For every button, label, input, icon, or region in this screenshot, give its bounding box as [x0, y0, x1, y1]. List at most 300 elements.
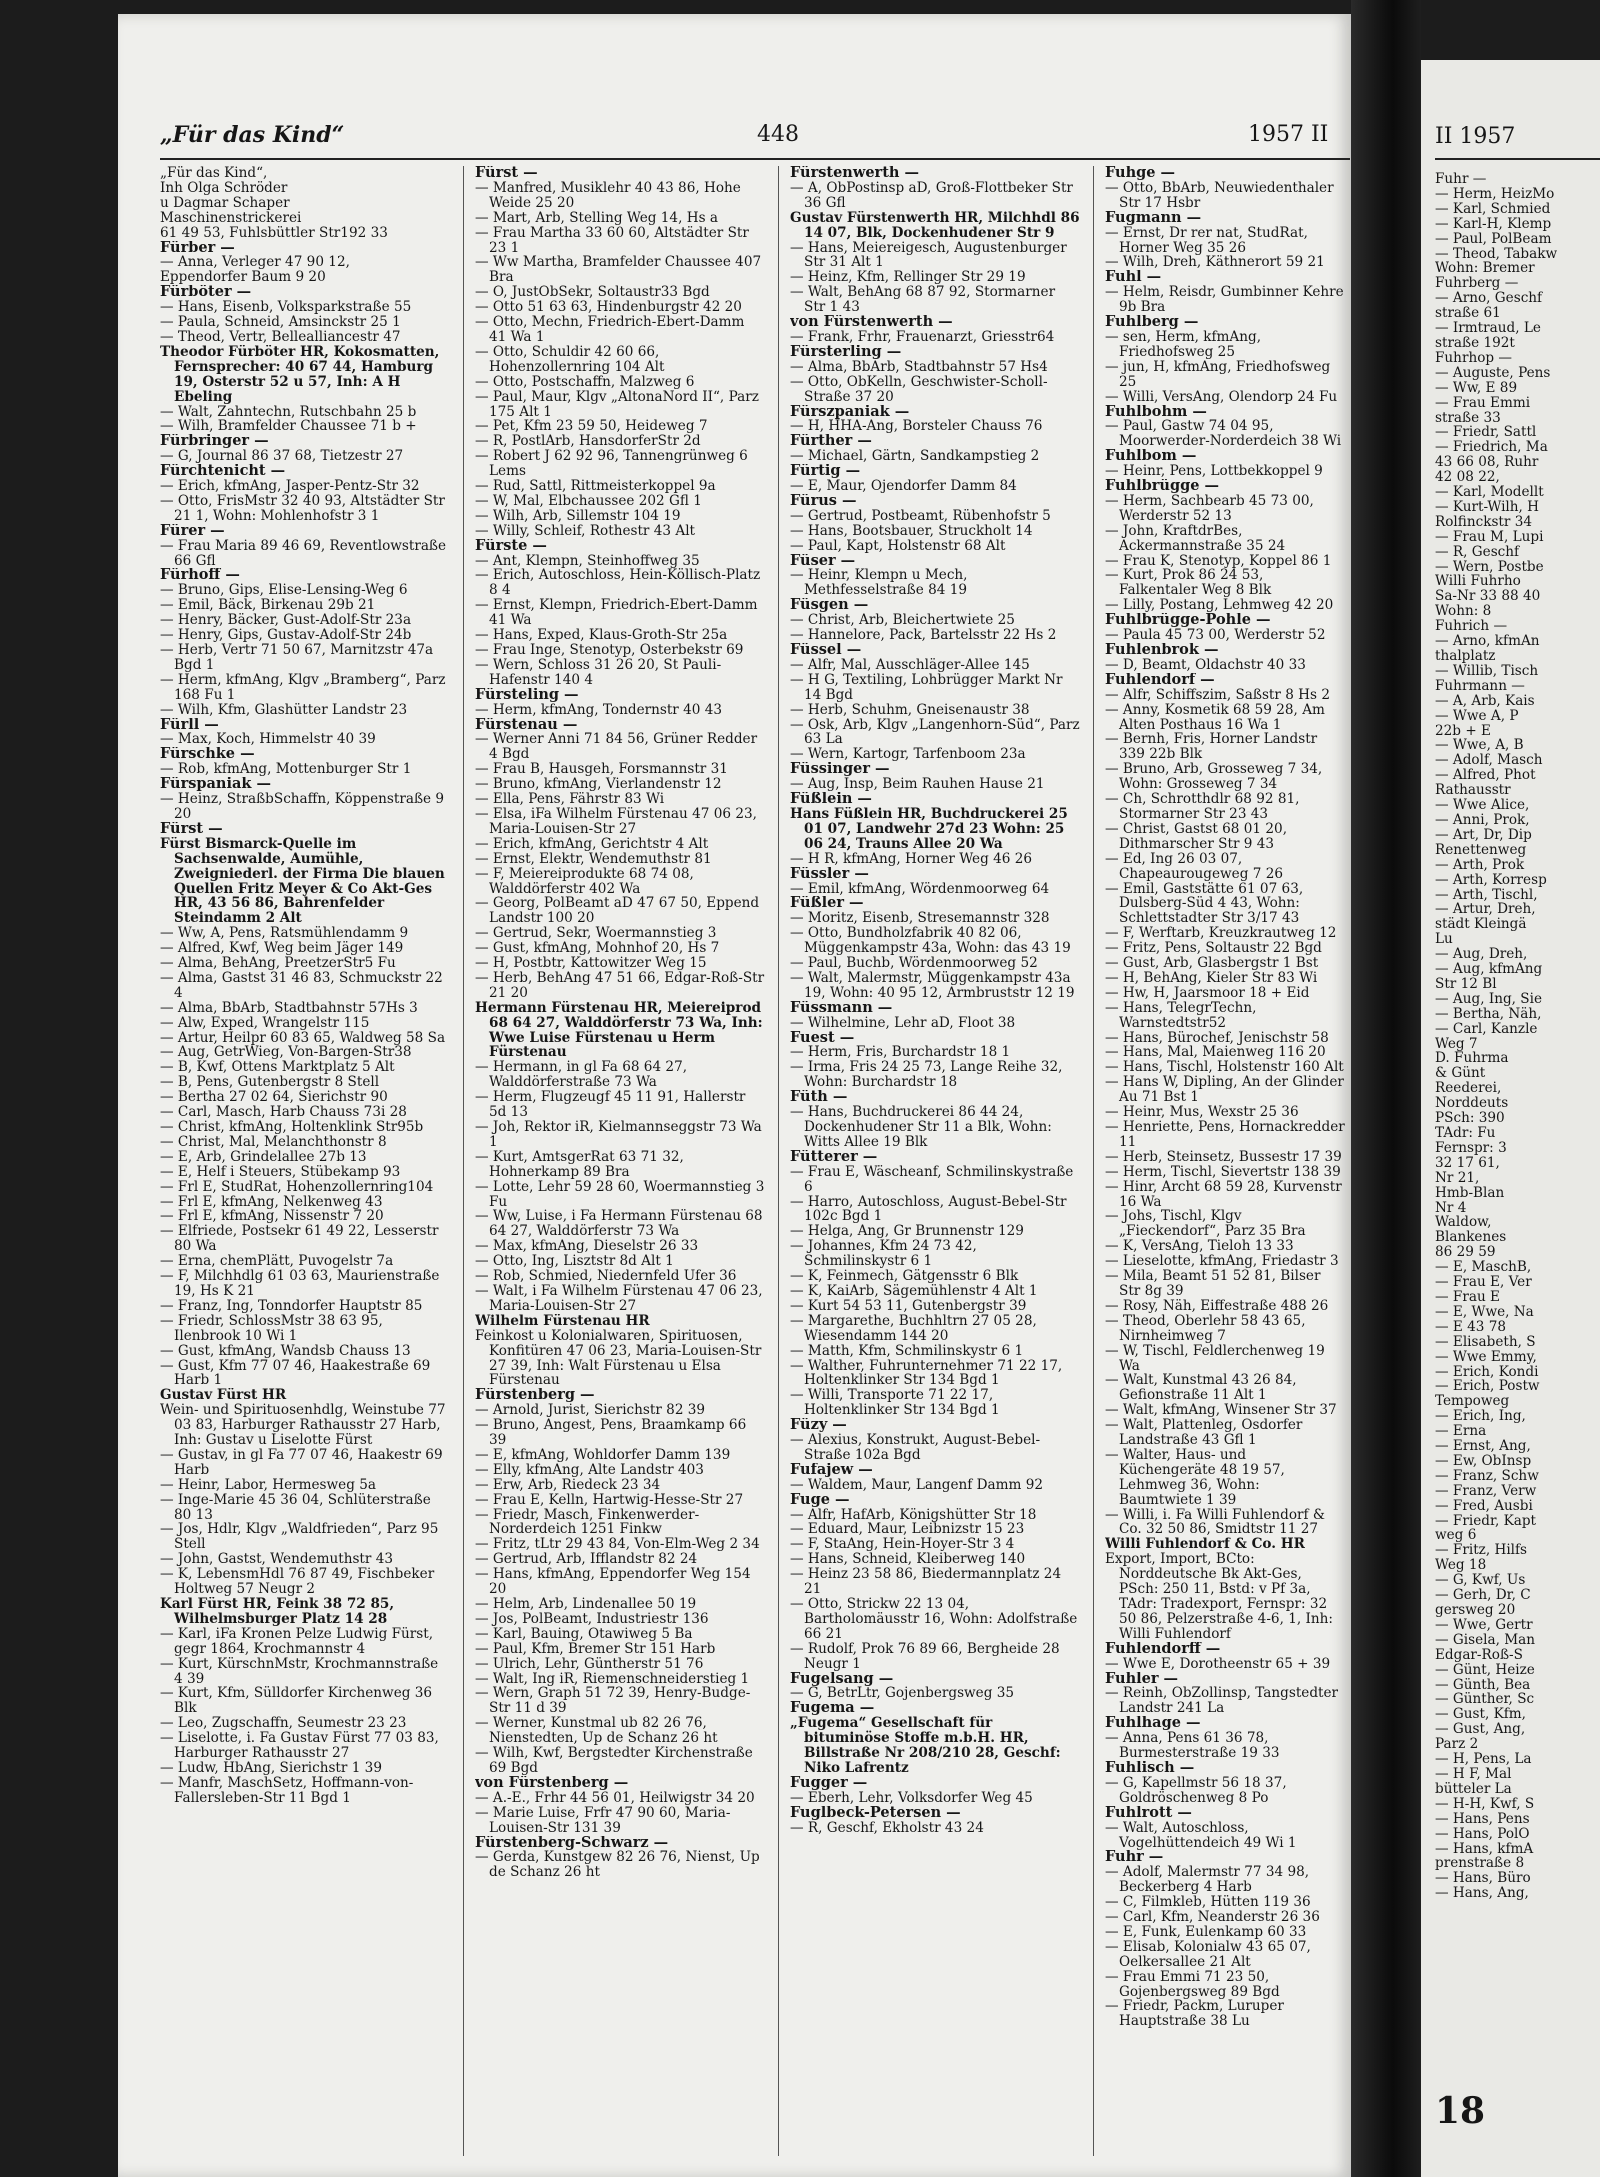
- directory-entry: — Arth, Korresp: [1435, 872, 1547, 888]
- directory-entry: Fürsteling —: [475, 687, 579, 703]
- directory-entry: — Emil, kfmAng, Wördenmoorweg 64: [790, 881, 1050, 897]
- directory-entry: Fuhr —: [1435, 172, 1487, 187]
- directory-entry: — Kurt-Wilh, H: [1435, 499, 1540, 515]
- directory-entry: — sen, Herm, kfmAng, Friedhofsweg 25: [1105, 329, 1262, 360]
- directory-entry: Fürther —: [790, 434, 872, 450]
- directory-entry: — H G, Textiling, Lohbrügger Markt Nr 14 Bgd: [790, 672, 1063, 703]
- directory-entry: — W, Mal, Elbchaussee 202 Gfl 1: [475, 493, 702, 509]
- directory-entry: — Ella, Pens, Fährstr 83 Wi: [475, 792, 665, 807]
- directory-entry: straße 33: [1435, 410, 1501, 426]
- directory-entry: — Alfr, HafArb, Königshütter Str 18: [790, 1507, 1037, 1523]
- directory-entry: — G, BetrLtr, Gojenbergsweg 35: [790, 1686, 1015, 1702]
- directory-entry: — Carl, Masch, Harb Chauss 73i 28: [160, 1105, 407, 1120]
- directory-entry: Fürst —: [475, 166, 538, 181]
- directory-entry: — K, KaiArb, Sägemühlenstr 4 Alt 1: [790, 1283, 1038, 1299]
- directory-entry: Blankenes: [1435, 1230, 1507, 1246]
- directory-entry: Gustav Fürstenwerth HR, Milchhdl 86 14 07, Blk, Dockenhudener Str 9: [790, 210, 1080, 241]
- directory-entry: Lu: [1435, 932, 1453, 948]
- directory-entry: — Erich, Autoschloss, Hein-Köllisch-Platz 8 4: [475, 568, 761, 599]
- directory-entry: Fürböter —: [160, 285, 252, 301]
- directory-entry: — Moritz, Eisenb, Stresemannstr 328: [790, 911, 1050, 927]
- directory-entry: — Anny, Kosmetik 68 59 28, Am Alten Posthaus 16 Wa 1: [1105, 702, 1325, 733]
- directory-entry: — Karl, iFa Kronen Pelze Ludwig Fürst, gegr 1864, Krochmannstr 4: [160, 1626, 434, 1657]
- directory-entry: — Karl, Modellt: [1435, 485, 1544, 500]
- directory-entry: — Heinr, Mus, Wexstr 25 36: [1105, 1105, 1299, 1120]
- directory-entry: — Otto, ObKelln, Geschwister-Scholl-Straße 37 20: [790, 374, 1048, 405]
- page-number: 448: [757, 122, 799, 147]
- directory-entry: — Ww, E 89: [1435, 380, 1518, 396]
- directory-entry: — Hans, Buchdruckerei 86 44 24, Dockenhudener Str 11 a Blk, Wohn: Witts Allee 19 Blk: [790, 1105, 1052, 1150]
- directory-entry: — Günt, Heize: [1435, 1662, 1535, 1678]
- directory-entry: Weg 7: [1435, 1036, 1478, 1052]
- directory-entry: prenstraße 8: [1435, 1856, 1525, 1872]
- directory-entry: — Herm, Fris, Burchardstr 18 1: [790, 1045, 1011, 1061]
- directory-entry: — Bruno, kfmAng, Vierlandenstr 12: [475, 777, 722, 793]
- directory-entry: Fuhlenbrok —: [1105, 643, 1219, 658]
- directory-entry: Fugelsang —: [790, 1671, 894, 1687]
- directory-entry: — Frau Martha 33 60 60, Altstädter Str 23 1: [475, 225, 749, 256]
- directory-entry: — Manfr, MaschSetz, Hoffmann-von-Fallersleben-Str 11 Bgd 1: [160, 1775, 414, 1806]
- directory-entry: Fürszpaniak —: [790, 404, 910, 420]
- directory-entry: — Ernst, Klempn, Friedrich-Ebert-Damm 41 Wa: [475, 598, 758, 629]
- directory-entry: — Erich, Postw: [1435, 1379, 1540, 1395]
- directory-entry: — Frau Maria 89 46 69, Reventlowstraße 66 Gfl: [160, 538, 447, 569]
- directory-entry: — Rudolf, Prok 76 89 66, Bergheide 28 Neugr 1: [790, 1641, 1060, 1672]
- directory-entry: Fuest —: [790, 1030, 855, 1046]
- directory-entry: — Wern, Postbe: [1435, 559, 1544, 575]
- directory-entry: — Bruno, Arb, Grosseweg 7 34, Wohn: Grosseweg 7 34: [1105, 762, 1323, 793]
- directory-entry: — Otto, Mechn, Friedrich-Ebert-Damm 41 Wa 1: [475, 315, 745, 345]
- directory-entry: — Frau E, Ver: [1435, 1275, 1532, 1290]
- directory-entry: Reederei,: [1435, 1081, 1502, 1097]
- directory-entry: Füssmann —: [790, 1000, 893, 1016]
- directory-entry: Fuhl —: [1105, 270, 1162, 286]
- directory-entry: Fürsterling —: [790, 344, 902, 360]
- directory-entry: Fürstenau —: [475, 717, 578, 733]
- directory-entry: — Ed, Ing 26 03 07, Chapeaurougeweg 7 26: [1105, 851, 1284, 882]
- directory-entry: — Hans, Bürochef, Jenischstr 58: [1105, 1030, 1329, 1046]
- directory-entry: — Erich, Kondi: [1435, 1364, 1539, 1380]
- directory-entry: straße 61: [1435, 306, 1501, 322]
- directory-entry: — Robert J 62 92 96, Tannengrünweg 6 Lems: [475, 449, 748, 480]
- directory-entry: Füssler —: [790, 866, 869, 882]
- directory-entry: — Bertha, Näh,: [1435, 1006, 1542, 1022]
- directory-entry: — Walt, Ing iR, Riemenschneiderstieg 1: [475, 1671, 750, 1687]
- directory-entry: TAdr: Fu: [1435, 1126, 1496, 1141]
- directory-entry: — Otto, FrisMstr 32 40 93, Altstädter Str 21 1, Wohn: Mohlenhofstr 3 1: [160, 493, 445, 524]
- directory-entry: Edgar-Roß-S: [1435, 1647, 1523, 1663]
- directory-entry: — Jos, Hdlr, Klgv „Waldfrieden“, Parz 95 Stell: [160, 1522, 439, 1553]
- directory-entry: Renettenweg: [1435, 842, 1527, 858]
- directory-entry: — Ch, Schrotthdlr 68 92 81, Stormarner Str 23 43: [1105, 792, 1300, 822]
- directory-entry: — Willib, Tisch: [1435, 663, 1539, 679]
- directory-entry: — Hinr, Archt 68 59 28, Kurvenstr 16 Wa: [1105, 1179, 1342, 1210]
- directory-entry: Rolfinckstr 34: [1435, 514, 1532, 530]
- directory-entry: — Kurt, AmtsgerRat 63 71 32, Hohnerkamp 89 Bra: [475, 1149, 684, 1180]
- directory-entry: Hermann Fürstenau HR, Meiereiprod 68 64 27, Walddörferstr 73 Wa, Inh: Wwe Luise Fürstenau u Herm Fürstenau: [475, 1000, 763, 1061]
- directory-entry: Fuhrhop —: [1435, 350, 1512, 366]
- directory-entry: Fuhlendorf —: [1105, 672, 1215, 688]
- column-divider: [1093, 166, 1094, 2156]
- directory-entry: — F, Werftarb, Kreuzkrautweg 12: [1105, 926, 1337, 942]
- directory-entry: — E, Arb, Grindelallee 27b 13: [160, 1149, 367, 1165]
- directory-entry: — Ww, A, Pens, Ratsmühlendamm 9: [160, 926, 409, 942]
- directory-entry: — Hans, Meiereigesch, Augustenburger Str 31 Alt 1: [790, 240, 1067, 271]
- directory-entry: Gustav Fürst HR: [160, 1388, 287, 1404]
- directory-entry: Maschinenstrickerei: [160, 210, 302, 226]
- directory-entry: — Ernst, Dr rer nat, StudRat, Horner Weg 35 26: [1105, 225, 1308, 256]
- directory-entry: — E, kfmAng, Wohldorfer Damm 139: [475, 1447, 731, 1463]
- directory-entry: — Aug, GetrWieg, Von-Bargen-Str38: [160, 1045, 412, 1061]
- directory-entry: — E, Maur, Ojendorfer Damm 84: [790, 479, 1017, 494]
- directory-entry: — Rob, Schmied, Niedernfeld Ufer 36: [475, 1269, 737, 1284]
- next-page-header: II 1957: [1435, 124, 1516, 149]
- directory-entry: — Walt, Plattenleg, Osdorfer Landstraße 43 Gfl 1: [1105, 1418, 1303, 1448]
- directory-entry: — Franz, Verw: [1435, 1483, 1537, 1499]
- directory-entry: — Arno, kfmAn: [1435, 634, 1540, 649]
- directory-entry: — Arno, Geschf: [1435, 291, 1543, 307]
- directory-entry: — Karl, Bauing, Otawiweg 5 Ba: [475, 1626, 693, 1642]
- directory-entry: Willi Fuhlendorf & Co. HR: [1105, 1537, 1305, 1553]
- directory-entry: Fürst Bismarck-Quelle im Sachsenwalde, Aumühle, Zweigniederl. der Firma Die blauen Quellen Fritz Meyer & Co Akt-Ges HR, 43 56 86, Bahrenfelder Steindamm 2 Alt: [160, 836, 445, 927]
- directory-entry: — Walter, Haus- und Küchengeräte 48 19 57, Lehmweg 36, Wohn: Baumtwiete 1 39: [1105, 1447, 1285, 1508]
- directory-entry: — Erw, Arb, Riedeck 23 34: [475, 1477, 661, 1493]
- directory-entry: Hmb-Blan: [1435, 1185, 1505, 1201]
- directory-entry: — Franz, Schw: [1435, 1468, 1539, 1484]
- directory-entry: von Fürstenberg —: [475, 1775, 629, 1791]
- directory-entry: — Willy, Schleif, Rothestr 43 Alt: [475, 523, 696, 539]
- directory-entry: — Friedr, Masch, Finkenwerder-Norderdeich 1251 Finkw: [475, 1507, 700, 1538]
- directory-entry: — Henriette, Pens, Hornackredder 11: [1105, 1120, 1345, 1150]
- directory-entry: — Christ, Mal, Melanchthonstr 8: [160, 1134, 387, 1150]
- directory-entry: — Paul, PolBeam: [1435, 231, 1552, 247]
- directory-entry: — Eberh, Lehr, Volksdorfer Weg 45: [790, 1790, 1033, 1806]
- directory-entry: — Heinr, Klempn u Mech, Methfesselstraße 84 19: [790, 568, 968, 599]
- directory-entry: — Aug, Insp, Beim Rauhen Hause 21: [790, 777, 1045, 793]
- directory-entry: Fürstenwerth —: [790, 166, 919, 181]
- directory-entry: — Gust, Kfm,: [1435, 1707, 1527, 1723]
- directory-entry: — Ernst, Ang,: [1435, 1439, 1531, 1454]
- directory-entry: — G, Kapellmstr 56 18 37, Goldröschenweg 8 Po: [1105, 1775, 1287, 1806]
- directory-entry: — Gust, Kfm 77 07 46, Haakestraße 69 Harb 1: [160, 1358, 431, 1389]
- directory-entry: Inh Olga Schröder: [160, 180, 288, 196]
- directory-entry: gersweg 20: [1435, 1603, 1516, 1618]
- directory-entry: — Lieselotte, kfmAng, Friedastr 3: [1105, 1254, 1339, 1270]
- directory-entry: — Wern, Kartogr, Tarfenboom 23a: [790, 747, 1026, 763]
- directory-entry: — Bernh, Fris, Horner Landstr 339 22b Blk: [1105, 732, 1318, 763]
- directory-entry: PSch: 390: [1435, 1111, 1505, 1126]
- directory-entry: — R, Geschf: [1435, 544, 1520, 560]
- column-4: [1105, 166, 1345, 2156]
- directory-entry: — D, Beamt, Oldachstr 40 33: [1105, 657, 1306, 673]
- directory-entry: — Gisela, Man: [1435, 1632, 1536, 1648]
- directory-entry: — Frau K, Stenotyp, Koppel 86 1: [1105, 553, 1332, 569]
- directory-entry: Fuhlbrügge-Pohle —: [1105, 613, 1271, 629]
- directory-entry: — Christ, Gastst 68 01 20, Dithmarscher Str 9 43: [1105, 821, 1288, 852]
- directory-entry: — K, Feinmech, Gätgensstr 6 Blk: [790, 1269, 1019, 1284]
- directory-entry: — Herm, Tischl, Sievertstr 138 39: [1105, 1164, 1341, 1180]
- directory-entry: Füth —: [790, 1090, 848, 1106]
- directory-entry: — Inge-Marie 45 36 04, Schlüterstraße 80 13: [160, 1492, 431, 1523]
- directory-entry: — Ant, Klempn, Steinhoffweg 35: [475, 553, 700, 569]
- directory-entry: Füßlein —: [790, 792, 872, 807]
- directory-entry: — Arth, Tischl,: [1435, 887, 1538, 903]
- directory-entry: — Pet, Kfm 23 59 50, Heideweg 7: [475, 419, 708, 435]
- directory-entry: Fuhr —: [1105, 1850, 1164, 1866]
- directory-entry: — Bruno, Angest, Pens, Braamkamp 66 39: [475, 1418, 747, 1448]
- directory-entry: — Alfred, Phot: [1435, 768, 1536, 784]
- directory-entry: — B, Pens, Gutenbergstr 8 Stell: [160, 1075, 380, 1091]
- directory-entry: — Wilh, Dreh, Käthnerort 59 21: [1105, 255, 1325, 271]
- directory-entry: — Herb, Steinsetz, Bussestr 17 39: [1105, 1149, 1342, 1165]
- directory-entry: — Anna, Verleger 47 90 12,: [160, 255, 350, 271]
- directory-entry: — Wilh, Kfm, Glashütter Landstr 23: [160, 702, 408, 718]
- directory-entry: — Gerda, Kunstgew 82 26 76, Nienst, Up de Schanz 26 ht: [475, 1850, 760, 1881]
- directory-entry: — Heinz, StraßbSchaffn, Köppenstraße 9 20: [160, 792, 445, 822]
- directory-entry: — Ww, Luise, i Fa Hermann Fürstenau 68 64 27, Walddörferstr 73 Wa: [475, 1209, 763, 1240]
- header-rule: [160, 158, 1350, 160]
- directory-entry: — Irma, Fris 24 25 73, Lange Reihe 32, Wohn: Burchardstr 18: [790, 1060, 1063, 1091]
- directory-entry: — Otto, Bundholzfabrik 40 82 06, Müggenkampstr 43a, Wohn: das 43 19: [790, 926, 1071, 957]
- directory-entry: — H, HHA-Ang, Borsteler Chauss 76: [790, 419, 1043, 435]
- directory-entry: — Arnold, Jurist, Sierichstr 82 39: [475, 1403, 706, 1419]
- directory-entry: — Fritz, tLtr 29 43 84, Von-Elm-Weg 2 34: [475, 1537, 760, 1553]
- directory-entry: Nr 4: [1435, 1200, 1467, 1216]
- directory-entry: — Wwe Emmy,: [1435, 1349, 1537, 1365]
- directory-entry: — Walt, i Fa Wilhelm Fürstenau 47 06 23, Maria-Louisen-Str 27: [475, 1283, 763, 1314]
- directory-entry: Fürhoff —: [160, 568, 240, 584]
- directory-entry: — Artur, Dreh,: [1435, 902, 1536, 918]
- directory-entry: Fuhlrott —: [1105, 1805, 1192, 1821]
- directory-entry: — Fred, Ausbi: [1435, 1498, 1533, 1514]
- directory-entry: — Karl-H, Klemp: [1435, 216, 1552, 232]
- directory-entry: — H, Postbtr, Kattowitzer Weg 15: [475, 956, 707, 971]
- directory-entry: — Paul, Kfm, Bremer Str 151 Harb: [475, 1641, 716, 1657]
- directory-entry: — Alma, BbArb, Stadtbahnstr 57 Hs4: [790, 359, 1048, 375]
- directory-entry: — Friedr, SchlossMstr 38 63 95, Ilenbrook 10 Wi 1: [160, 1313, 383, 1344]
- directory-entry: — A.-E., Frhr 44 56 01, Heilwigstr 34 20: [475, 1790, 755, 1806]
- directory-entry: Fürer —: [160, 523, 225, 539]
- directory-entry: — Frau B, Hausgeh, Forsmannstr 31: [475, 762, 728, 778]
- directory-entry: — Paula, Schneid, Amsinckstr 25 1: [160, 315, 401, 330]
- directory-entry: — Theod, Vertr, Bellealliancestr 47: [160, 329, 401, 345]
- directory-entry: — Paul, Buchb, Wördenmoorweg 52: [790, 956, 1038, 971]
- directory-entry: — Wern, Schloss 31 26 20, St Pauli-Hafenstr 140 4: [475, 657, 722, 688]
- directory-entry: — Wwe E, Dorotheenstr 65 + 39: [1105, 1656, 1331, 1672]
- column-1: [160, 166, 450, 2156]
- directory-entry: — Michael, Gärtn, Sandkampstieg 2: [790, 449, 1040, 465]
- directory-entry: — Gertrud, Sekr, Woermannstieg 3: [475, 926, 717, 942]
- directory-entry: — Hans, Pens: [1435, 1811, 1530, 1827]
- directory-entry: — Rud, Sattl, Rittmeisterkoppel 9a: [475, 479, 716, 494]
- directory-entry: — Max, Koch, Himmelstr 40 39: [160, 732, 376, 748]
- directory-entry: — Frl E, kfmAng, Nelkenweg 43: [160, 1194, 383, 1210]
- directory-entry: — Jos, PolBeamt, Industriestr 136: [475, 1611, 709, 1627]
- directory-entry: — Otto, BbArb, Neuwiedenthaler Str 17 Hsbr: [1105, 180, 1334, 211]
- directory-entry: Fürspaniak —: [160, 777, 271, 793]
- directory-entry: — Eduard, Maur, Leibnizstr 15 23: [790, 1522, 1025, 1538]
- directory-entry: Waldow,: [1435, 1215, 1492, 1231]
- directory-entry: — Kurt, Kfm, Sülldorfer Kirchenweg 36 Blk: [160, 1686, 433, 1717]
- directory-entry: Fufajew —: [790, 1462, 873, 1478]
- directory-entry: — Rosy, Näh, Eiffestraße 488 26: [1105, 1298, 1329, 1314]
- directory-entry: — Ludw, HbAng, Sierichstr 1 39: [160, 1760, 382, 1776]
- directory-entry: Fütterer —: [790, 1149, 878, 1165]
- directory-entry: — Hans, Eisenb, Volksparkstraße 55: [160, 300, 412, 316]
- directory-entry: 61 49 53, Fuhlsbüttler Str192 33: [160, 225, 388, 241]
- directory-entry: — Paula 45 73 00, Werderstr 52: [1105, 628, 1326, 643]
- directory-entry: — Hans, Büro: [1435, 1871, 1531, 1887]
- directory-entry: — Alw, Exped, Wrangelstr 115: [160, 1015, 370, 1031]
- directory-entry: — jun, H, kfmAng, Friedhofsweg 25: [1105, 359, 1331, 390]
- directory-entry: — Ulrich, Lehr, Güntherstr 51 76: [475, 1656, 704, 1672]
- directory-entry: — Friedr, Sattl: [1435, 425, 1537, 441]
- directory-entry: — Friedr, Packm, Luruper Hauptstraße 38 Lu: [1105, 1999, 1284, 2030]
- directory-entry: Fernspr: 3: [1435, 1140, 1507, 1156]
- directory-entry: — Osk, Arb, Klgv „Langenhorn-Süd“, Parz 63 La: [790, 717, 1080, 748]
- directory-entry: — E, Wwe, Na: [1435, 1304, 1534, 1320]
- directory-entry: — Christ, Arb, Bleichertwiete 25: [790, 613, 1015, 629]
- directory-entry: — Lotte, Lehr 59 28 60, Woermannstieg 3 Fu: [475, 1179, 765, 1210]
- directory-entry: Wein- und Spirituosenhdlg, Weinstube 77 03 83, Harburger Rathausstr 27 Harb, Inh: Gustav u Liselotte Fürst: [160, 1403, 446, 1448]
- directory-entry: — G, Journal 86 37 68, Tietzestr 27: [160, 449, 404, 465]
- directory-entry: — Erich, kfmAng, Jasper-Pentz-Str 32: [160, 479, 420, 494]
- directory-entry: — Reinh, ObZollinsp, Tangstedter Landstr 241 La: [1105, 1686, 1339, 1717]
- directory-entry: — Gerh, Dr, C: [1435, 1588, 1531, 1603]
- directory-entry: — Gust, Ang,: [1435, 1722, 1526, 1738]
- directory-entry: — Mila, Beamt 51 52 81, Bilser Str 8g 39: [1105, 1269, 1321, 1299]
- directory-entry: — Max, kfmAng, Dieselstr 26 33: [475, 1239, 699, 1255]
- directory-entry: — Willi, Transporte 71 22 17, Holtenklinker Str 134 Bgd 1: [790, 1388, 1000, 1419]
- directory-entry: — E 43 78: [1435, 1319, 1507, 1335]
- directory-entry: — Walt, BehAng 68 87 92, Stormarner Str 1 43: [790, 285, 1056, 316]
- directory-entry: — Karl, Schmied: [1435, 201, 1551, 217]
- directory-entry: — Herb, BehAng 47 51 66, Edgar-Roß-Str 21 20: [475, 970, 765, 1001]
- directory-entry: — Herm, kfmAng, Tondernstr 40 43: [475, 702, 723, 718]
- directory-entry: — Frau M, Lupi: [1435, 529, 1544, 545]
- directory-entry: — Wern, Graph 51 72 39, Henry-Budge-Str 11 d 39: [475, 1686, 751, 1717]
- book-spine: [1351, 0, 1421, 2177]
- directory-entry: — Emil, Gaststätte 61 07 63, Dulsberg-Süd 4 43, Wohn: Schlettstadter Str 3/17 43: [1105, 881, 1304, 927]
- directory-entry: — Waldem, Maur, Langenf Damm 92: [790, 1477, 1044, 1493]
- directory-entry: — Manfred, Musiklehr 40 43 86, Hohe Weide 25 20: [475, 180, 741, 211]
- directory-entry: Nr 21,: [1435, 1170, 1480, 1186]
- column-3: [790, 166, 1080, 2156]
- directory-entry: — A, ObPostinsp aD, Groß-Flottbeker Str 36 Gfl: [790, 180, 1073, 211]
- directory-entry: — Alexius, Konstrukt, August-Bebel-Straße 102a Bgd: [790, 1433, 1041, 1463]
- directory-entry: — Paul, Gastw 74 04 95, Moorwerder-Norderdeich 38 Wi: [1105, 419, 1342, 450]
- directory-entry: — Joh, Rektor iR, Kielmannseggstr 73 Wa 1: [475, 1120, 762, 1150]
- directory-entry: — Johs, Tischl, Klgv „Fieckendorf“, Parz 35 Bra: [1105, 1209, 1306, 1240]
- directory-entry: — Alma, BehAng, PreetzerStr5 Fu: [160, 956, 396, 971]
- directory-entry: — W, Tischl, Feldlerchenweg 19 Wa: [1105, 1343, 1325, 1374]
- directory-entry: — Gust, kfmAng, Wandsb Chauss 13: [160, 1343, 411, 1359]
- directory-entry: Wohn: Bremer: [1435, 261, 1535, 277]
- directory-entry: — Erna: [1435, 1424, 1487, 1440]
- directory-entry: & Günt: [1435, 1066, 1486, 1082]
- directory-entry: — Walt, kfmAng, Winsener Str 37: [1105, 1403, 1337, 1419]
- directory-entry: — Willi, i. Fa Willi Fuhlendorf & Co. 32 50 86, Smidtstr 11 27: [1105, 1507, 1325, 1538]
- directory-entry: — Ew, ObInsp: [1435, 1453, 1532, 1469]
- directory-entry: städt Kleingä: [1435, 917, 1527, 933]
- directory-entry: Str 12 Bl: [1435, 976, 1497, 992]
- directory-entry: — H-H, Kwf, S: [1435, 1796, 1535, 1812]
- directory-entry: — Kurt, Prok 86 24 53, Falkentaler Weg 8 Blk: [1105, 568, 1272, 599]
- directory-entry: — E, MaschB,: [1435, 1260, 1532, 1276]
- directory-entry: — Gertrud, Postbeamt, Rübenhofstr 5: [790, 508, 1051, 524]
- directory-entry: — Heinz, Kfm, Rellinger Str 29 19: [790, 270, 1026, 286]
- directory-entry: — Walt, Malermstr, Müggenkampstr 43a 19, Wohn: 40 95 12, Armbruststr 12 19: [790, 970, 1075, 1001]
- directory-entry: — Paul, Kapt, Holstenstr 68 Alt: [790, 538, 1006, 554]
- directory-entry: — Alfr, Schiffszim, Saßstr 8 Hs 2: [1105, 687, 1330, 703]
- directory-entry: Füsgen —: [790, 598, 869, 614]
- directory-entry: weg 6: [1435, 1528, 1477, 1544]
- directory-entry: — Adolf, Masch: [1435, 753, 1543, 769]
- directory-entry: — Herm, HeizMo: [1435, 186, 1555, 202]
- directory-entry: Tempoweg: [1435, 1394, 1510, 1410]
- directory-entry: Fürstenberg —: [475, 1388, 595, 1404]
- directory-entry: Fürus —: [790, 493, 857, 509]
- directory-entry: — O, JustObSekr, Soltaustr33 Bgd: [475, 285, 710, 301]
- directory-entry: Weg 18: [1435, 1558, 1487, 1574]
- directory-entry: — Anna, Pens 61 36 78, Burmesterstraße 19 33: [1105, 1731, 1280, 1761]
- directory-entry: — Heinr, Pens, Lottbekkoppel 9: [1105, 464, 1323, 480]
- directory-entry: — Hannelore, Pack, Bartelsstr 22 Hs 2: [790, 628, 1057, 643]
- directory-entry: Fürber —: [160, 240, 235, 256]
- directory-entry: — Kurt 54 53 11, Gutenbergstr 39: [790, 1298, 1027, 1314]
- directory-entry: D. Fuhrma: [1435, 1051, 1509, 1067]
- directory-entry: — Hw, H, Jaarsmoor 18 + Eid: [1105, 985, 1310, 1001]
- directory-entry: Fuhrberg —: [1435, 276, 1519, 292]
- directory-entry: — Fritz, Pens, Soltaustr 22 Bgd: [1105, 941, 1322, 957]
- directory-entry: Parz 2: [1435, 1737, 1479, 1753]
- directory-entry: 86 29 59: [1435, 1245, 1496, 1261]
- directory-entry: — H, BehAng, Kieler Str 83 Wi: [1105, 970, 1318, 986]
- directory-entry: — Anni, Prok,: [1435, 812, 1530, 828]
- directory-entry: — Erna, chemPlätt, Puvogelstr 7a: [160, 1254, 394, 1270]
- directory-entry: Fürchtenicht —: [160, 464, 286, 480]
- directory-entry: Sa-Nr 33 88 40: [1435, 589, 1541, 605]
- directory-entry: — Gust, Arb, Glasbergstr 1 Bst: [1105, 956, 1319, 971]
- column-divider: [778, 166, 779, 2156]
- directory-entry: — Elisab, Kolonialw 43 65 07, Oelkersallee 21 Alt: [1105, 1939, 1311, 1970]
- directory-entry: Fürbringer —: [160, 434, 269, 450]
- running-header-right: 1957 II: [1248, 122, 1329, 147]
- directory-entry: Fuhlberg —: [1105, 315, 1199, 330]
- directory-entry: Fürst —: [160, 821, 223, 837]
- directory-entry: — Alfr, Mal, Ausschläger-Allee 145: [790, 657, 1030, 673]
- directory-entry: Eppendorfer Baum 9 20: [160, 270, 326, 286]
- directory-entry: — Harro, Autoschloss, August-Bebel-Str 102c Bgd 1: [790, 1194, 1067, 1225]
- right-page-edge: [1421, 60, 1600, 2177]
- directory-entry: straße 192t: [1435, 335, 1515, 351]
- directory-entry: — Bruno, Gips, Elise-Lensing-Weg 6: [160, 583, 408, 599]
- directory-entry: bütteler La: [1435, 1781, 1512, 1797]
- directory-entry: — John, KraftdrBes, Ackermannstraße 35 24: [1105, 523, 1286, 554]
- next-page-column: [1435, 172, 1600, 1901]
- directory-entry: Fürstenberg-Schwarz —: [475, 1835, 669, 1851]
- directory-entry: — R, PostlArb, HansdorferStr 2d: [475, 434, 701, 450]
- directory-entry: Füser —: [790, 553, 856, 569]
- directory-entry: — R, Geschf, Ekholstr 43 24: [790, 1820, 984, 1836]
- directory-entry: — Wilh, Bramfelder Chaussee 71 b +: [160, 419, 417, 435]
- directory-entry: — H R, kfmAng, Horner Weg 46 26: [790, 851, 1033, 867]
- directory-entry: — Ernst, Elektr, Wendemuthstr 81: [475, 851, 712, 867]
- directory-entry: — F, Meiereiprodukte 68 74 08, Walddörferstr 402 Wa: [475, 866, 694, 897]
- directory-entry: Fugmann —: [1105, 210, 1202, 226]
- directory-entry: Wilhelm Fürstenau HR: [475, 1313, 650, 1329]
- directory-entry: Norddeuts: [1435, 1096, 1509, 1112]
